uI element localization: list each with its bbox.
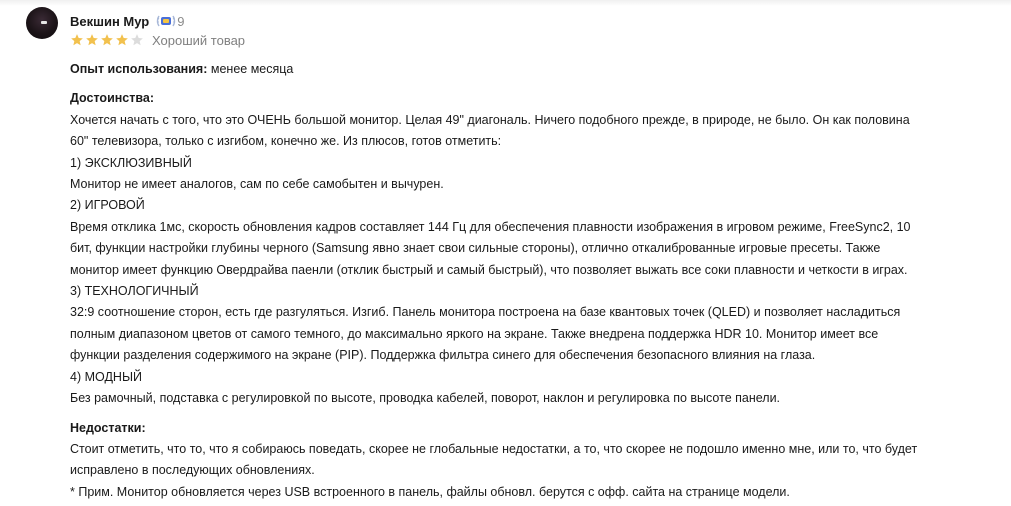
pros-line: функции разделения содержимого на экране (PIP). Поддержка фильтра синего для обеспечения безопасного влияния на глаза.: [70, 348, 816, 363]
pros-line: 3) ТЕХНОЛОГИЧНЫЙ: [70, 284, 199, 299]
rating-stars: [70, 33, 144, 47]
author-badge[interactable]: [156, 14, 184, 29]
avatar-detail: [41, 21, 47, 24]
pros-line: 1) ЭКСКЛЮЗИВНЫЙ: [70, 155, 192, 170]
star-filled-icon: [85, 33, 99, 47]
laurel-badge-icon: [156, 14, 176, 28]
pros-line: Время отклика 1мс, скорость обновления кадров составляет 144 Гц для обеспечения плавности изображения в игровом режиме, FreeSync2, 10: [70, 219, 911, 234]
cons-line: исправлено в последующих обновлениях.: [70, 463, 315, 478]
author-name[interactable]: Векшин Мур: [70, 13, 150, 29]
cons-text: [70, 439, 940, 503]
cons-title: Недостатки:: [70, 420, 146, 435]
pros-line: 4) МОДНЫЙ: [70, 369, 142, 384]
pros-line: бит, функции настройки глубины черного (Samsung явно знает свои сильные стороны), отлично откалиброванные игровые пресеты. Также: [70, 241, 881, 256]
usage-label: Опыт использования:: [70, 62, 208, 76]
usage-line: [70, 59, 940, 80]
cons-line: * Прим. Монитор обновляется через USB встроенного в панель, файлы обновл. берутся с офф. сайта на странице модели.: [70, 484, 790, 499]
star-filled-icon: [100, 33, 114, 47]
pros-line: монитор имеет функцию Овердрайва паенли (отклик быстрый и самый быстрый), что позволяет выжать все соки плавности и четкости в играх.: [70, 262, 908, 277]
pros-line: 32:9 соотношение сторон, есть где разгуляться. Изгиб. Панель монитора построена на базе квантовых точек (QLED) и позволяет насладиться: [70, 305, 901, 320]
rating-text: Хороший товар: [152, 32, 246, 48]
pros-line: 60" телевизора, только с изгибом, конечно же. Из плюсов, готов отметить:: [70, 134, 502, 149]
star-empty-icon: [130, 33, 144, 47]
star-filled-icon: [115, 33, 129, 47]
pros-line: Хочется начать с того, что это ОЧЕНЬ большой монитор. Целая 49" диагональ. Ничего подобного прежде, в природе, не было. Он как половина: [70, 112, 910, 127]
pros-title: Достоинства:: [70, 91, 155, 106]
review-body: [70, 59, 940, 503]
star-filled-icon: [70, 33, 84, 47]
pros-line: 2) ИГРОВОЙ: [70, 198, 145, 213]
avatar[interactable]: [26, 7, 58, 39]
usage-value: менее месяца: [210, 62, 294, 76]
cons-line: Стоит отметить, что то, что я собираюсь поведать, скорее не глобальные недостатки, а то, что скорее не подошло именно мне, или то, что будет: [70, 441, 918, 456]
pros-text: [70, 110, 940, 410]
badge-count: 9: [177, 13, 185, 29]
author-line: [70, 11, 184, 31]
top-divider: [0, 0, 1011, 6]
pros-line: Монитор не имеет аналогов, сам по себе самобытен и вычурен.: [70, 177, 444, 192]
pros-line: полным диапазоном цветов от самого темного, до максимально яркого на экране. Также внедрена поддержка HDR 10. Монитор имеет все: [70, 326, 879, 341]
pros-line: Без рамочный, подставка с регулировкой по высоте, проводка кабелей, поворот, наклон и регулировка по высоте панели.: [70, 391, 781, 406]
rating-line: [70, 32, 245, 48]
